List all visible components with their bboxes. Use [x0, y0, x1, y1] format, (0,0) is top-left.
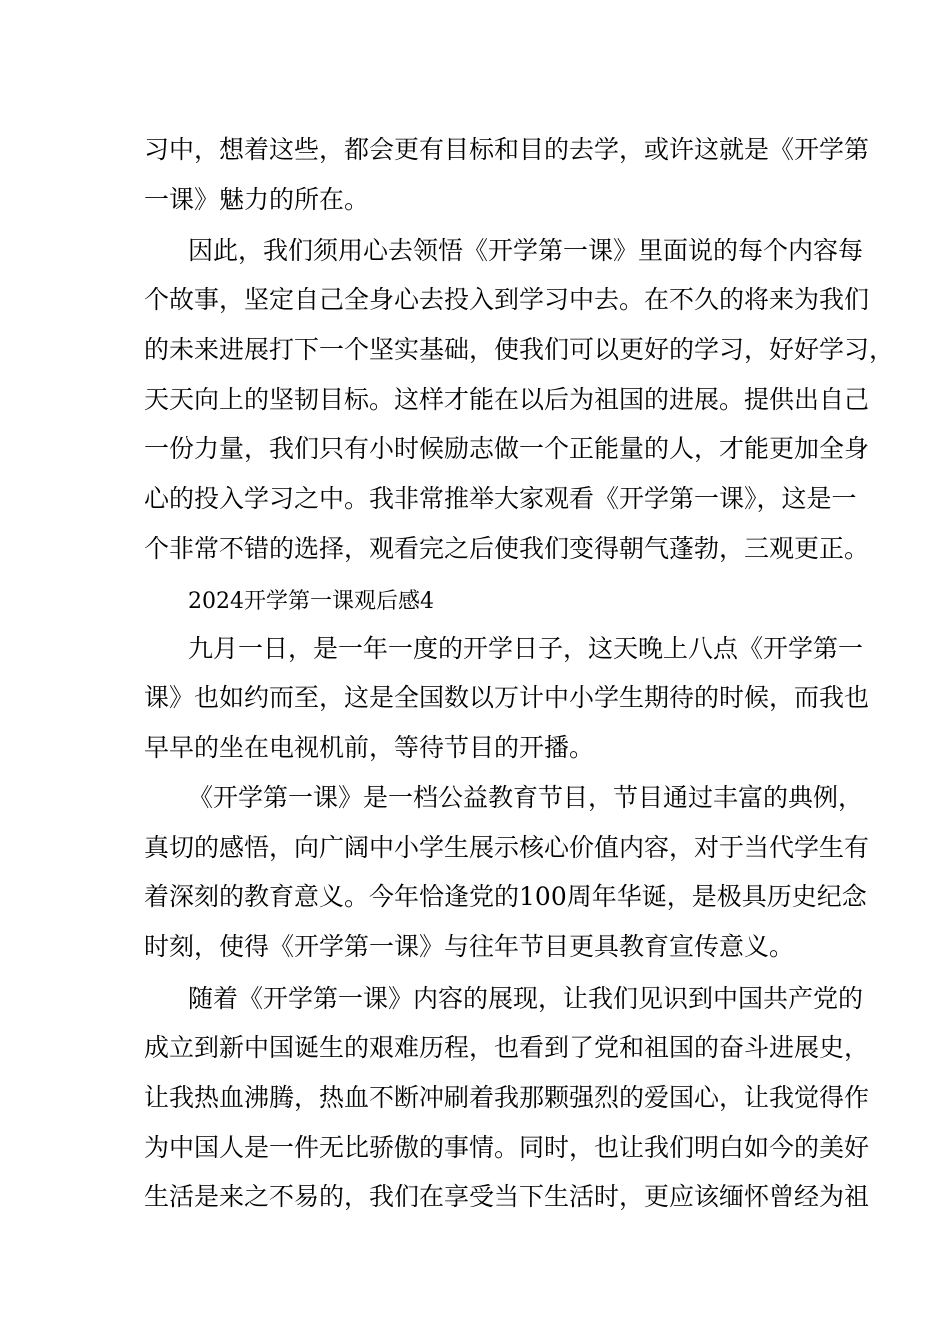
text-line: 着深刻的教育意义。今年恰逢党的100周年华诞，是极具历史纪念 — [144, 882, 867, 911]
text-line: 真切的感悟，向广阔中小学生展示核心价值内容，对于当代学生有 — [144, 833, 870, 862]
text-line: 让我热血沸腾，热血不断冲刷着我那颗强烈的爱国心，让我觉得作 — [144, 1083, 870, 1112]
text-line: 习中，想着这些，都会更有目标和目的去学，或许这就是《开学第 — [144, 135, 870, 164]
text-line: 个非常不错的选择，观看完之后使我们变得朝气蓬勃，三观更正。 — [144, 534, 870, 563]
paragraph-first-line: 《开学第一课》是一档公益教育节目，节目通过丰富的典例， — [188, 783, 864, 812]
text-line: 生活是来之不易的，我们在享受当下生活时，更应该缅怀曾经为祖 — [144, 1182, 870, 1211]
text-line: 为中国人是一件无比骄傲的事情。同时，也让我们明白如今的美好 — [144, 1133, 870, 1162]
paragraph-first-line: 随着《开学第一课》内容的展现，让我们见识到中国共产党的 — [188, 984, 864, 1013]
text-line: 课》也如约而至，这是全国数以万计中小学生期待的时候，而我也 — [144, 683, 870, 712]
text-line: 的未来进展打下一个坚实基础，使我们可以更好的学习，好好学习， — [144, 335, 895, 364]
paragraph-first-line: 因此，我们须用心去领悟《开学第一课》里面说的每个内容每 — [188, 236, 864, 265]
paragraph-first-line: 九月一日，是一年一度的开学日子，这天晚上八点《开学第一 — [188, 634, 864, 663]
text-line: 时刻，使得《开学第一课》与往年节目更具教育宣传意义。 — [144, 932, 795, 961]
text-line: 早早的坐在电视机前，等待节目的开播。 — [144, 733, 595, 762]
text-line: 成立到新中国诞生的艰难历程，也看到了党和祖国的奋斗进展史， — [144, 1033, 870, 1062]
text-line: 天天向上的坚韧目标。这样才能在以后为祖国的进展。提供出自己 — [144, 385, 870, 414]
text-line: 心的投入学习之中。我非常推举大家观看《开学第一课》，这是一 — [144, 484, 857, 513]
section-heading: 2024开学第一课观后感4 — [188, 589, 434, 614]
text-line: 一课》魅力的所在。 — [144, 185, 370, 214]
text-line: 个故事，坚定自己全身心去投入到学习中去。在不久的将来为我们 — [144, 285, 870, 314]
text-line: 一份力量，我们只有小时候励志做一个正能量的人，才能更加全身 — [144, 434, 870, 463]
